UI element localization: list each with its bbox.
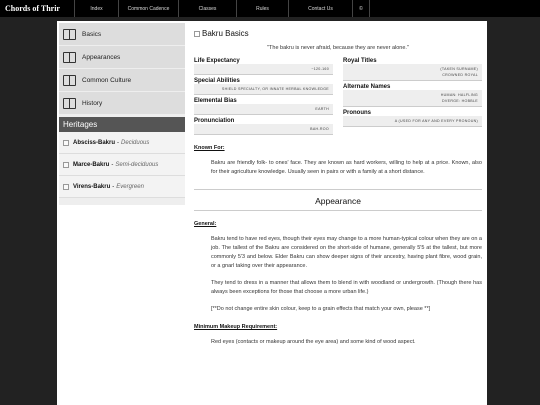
heritage-type: Semi-deciduous [115,161,159,168]
heritage-type: Deciduous [121,139,150,146]
royal-titles-line: CROWNED ROYAL [442,73,478,77]
info-col-right [343,55,482,135]
heritage-image-icon [63,184,69,190]
sidebar [59,23,185,205]
heritage-name: Virens-Bakru [73,183,111,190]
divider [194,210,482,211]
book-icon [63,52,76,63]
top-nav [0,0,540,17]
alternate-names-value [343,90,482,107]
sidebar-item-label: History [82,99,103,107]
site-brand[interactable]: Chords of Thrir [5,4,60,13]
pronunciation-label: Pronunciation [194,118,235,124]
nav-copyright[interactable]: © [352,0,370,17]
quote: "The bakru is never afraid, because they are never alone." [267,45,409,51]
min-makeup-label: Minimum Makeup Requirement: [194,324,278,330]
nav-index[interactable]: Index [74,0,118,17]
appearance-title: Appearance [315,196,361,206]
nav-classes[interactable]: Classes [178,0,236,17]
heritage-marce-bakru[interactable] [59,154,185,176]
royal-titles-label: Royal Titles [343,58,377,64]
heritage-name: Marce-Bakru [73,161,110,168]
special-abilities-value: SHIELD SPECIALTY, OR INNATE HERBAL KNOWLEDGE [194,84,333,95]
sidebar-item-basics[interactable] [59,23,185,45]
alternate-names-label: Alternate Names [343,84,391,90]
special-abilities-label: Special Abilities [194,78,240,84]
elemental-bias-value: EARTH [194,104,333,115]
heritage-type: Evergreen [116,183,144,190]
info-col-left [194,55,333,135]
alternate-names-line: DVERGE: HOBBLE [442,99,478,103]
book-icon [63,98,76,109]
elemental-bias-label: Elemental Bias [194,98,237,104]
heritage-separator: - [112,183,115,190]
pronouns-value: A (USED FOR ANY AND EVERY PRONOUN) [343,116,482,127]
title-image-icon [194,31,200,37]
page-title [194,29,482,38]
royal-titles-line: (TAKEN SURNAME) [440,67,478,71]
general-note: [**Do not change entire skin colour, keep to a grain effects that match your own, please **] [211,306,431,312]
sidebar-item-common-culture[interactable] [59,69,185,91]
sidebar-item-history[interactable] [59,92,185,114]
divider [194,189,482,190]
heritage-name: Absciss-Bakru [73,139,116,146]
book-icon [63,75,76,86]
info-grid [194,55,482,135]
sidebar-item-label: Common Culture [82,76,132,84]
heritage-image-icon [63,140,69,146]
sidebar-item-label: Basics [82,30,102,38]
sidebar-item-appearances[interactable] [59,46,185,68]
known-for-text: Bakru are friendly folk- to ones' face. They are known as hard workers, willing to help at a price. Known, also for their agriculture knowledge. Usually seen in pairs or with a family at a short distance. [211,160,482,175]
life-expectancy-value: ~120-160 [194,64,333,75]
page-title-text: Bakru Basics [202,29,249,38]
nav-contact-us[interactable]: Contact Us [288,0,352,17]
heritage-image-icon [63,162,69,168]
heritage-separator: - [111,161,114,168]
content-frame [57,21,487,405]
heritage-absciss-bakru[interactable] [59,132,185,154]
general-paragraph: They tend to dress in a manner that allows them to blend in with woodland or undergrowth. (Though there has always been exceptions for those that choose a more urban life.) [211,280,482,295]
royal-titles-value [343,64,482,81]
general-label: General: [194,221,217,227]
general-paragraph: Bakru tend to have red eyes, though their eyes may change to a more human-typical colour when they are on a job. The tallest of the Bakru are considered on the short-side of humane, generally 5'5 at the tallest, but more commonly 5'3 and below. Elder Bakru can show deeper signs of their ancestry, having plant fibre, wood grain, or a gnarl taking over their appearance. [211,236,482,269]
heritage-virens-bakru[interactable] [59,176,185,198]
heritage-separator: - [117,139,120,146]
pronouns-label: Pronouns [343,110,371,116]
main-content [194,29,482,347]
nav-common-cadence[interactable]: Common Cadence [118,0,178,17]
heritages-heading: Heritages [59,117,185,132]
alternate-names-line: HUMAN: HALFLING [440,93,478,97]
min-makeup-text: Red eyes (contacts or makeup around the eye area) and some kind of wood aspect. [211,339,416,345]
book-icon [63,29,76,40]
pronunciation-value: BAH-ROO [194,124,333,135]
known-for-label: Known For: [194,145,225,151]
life-expectancy-label: Life Expectancy [194,58,240,64]
sidebar-item-label: Appearances [82,53,121,61]
nav-rules[interactable]: Rules [236,0,288,17]
